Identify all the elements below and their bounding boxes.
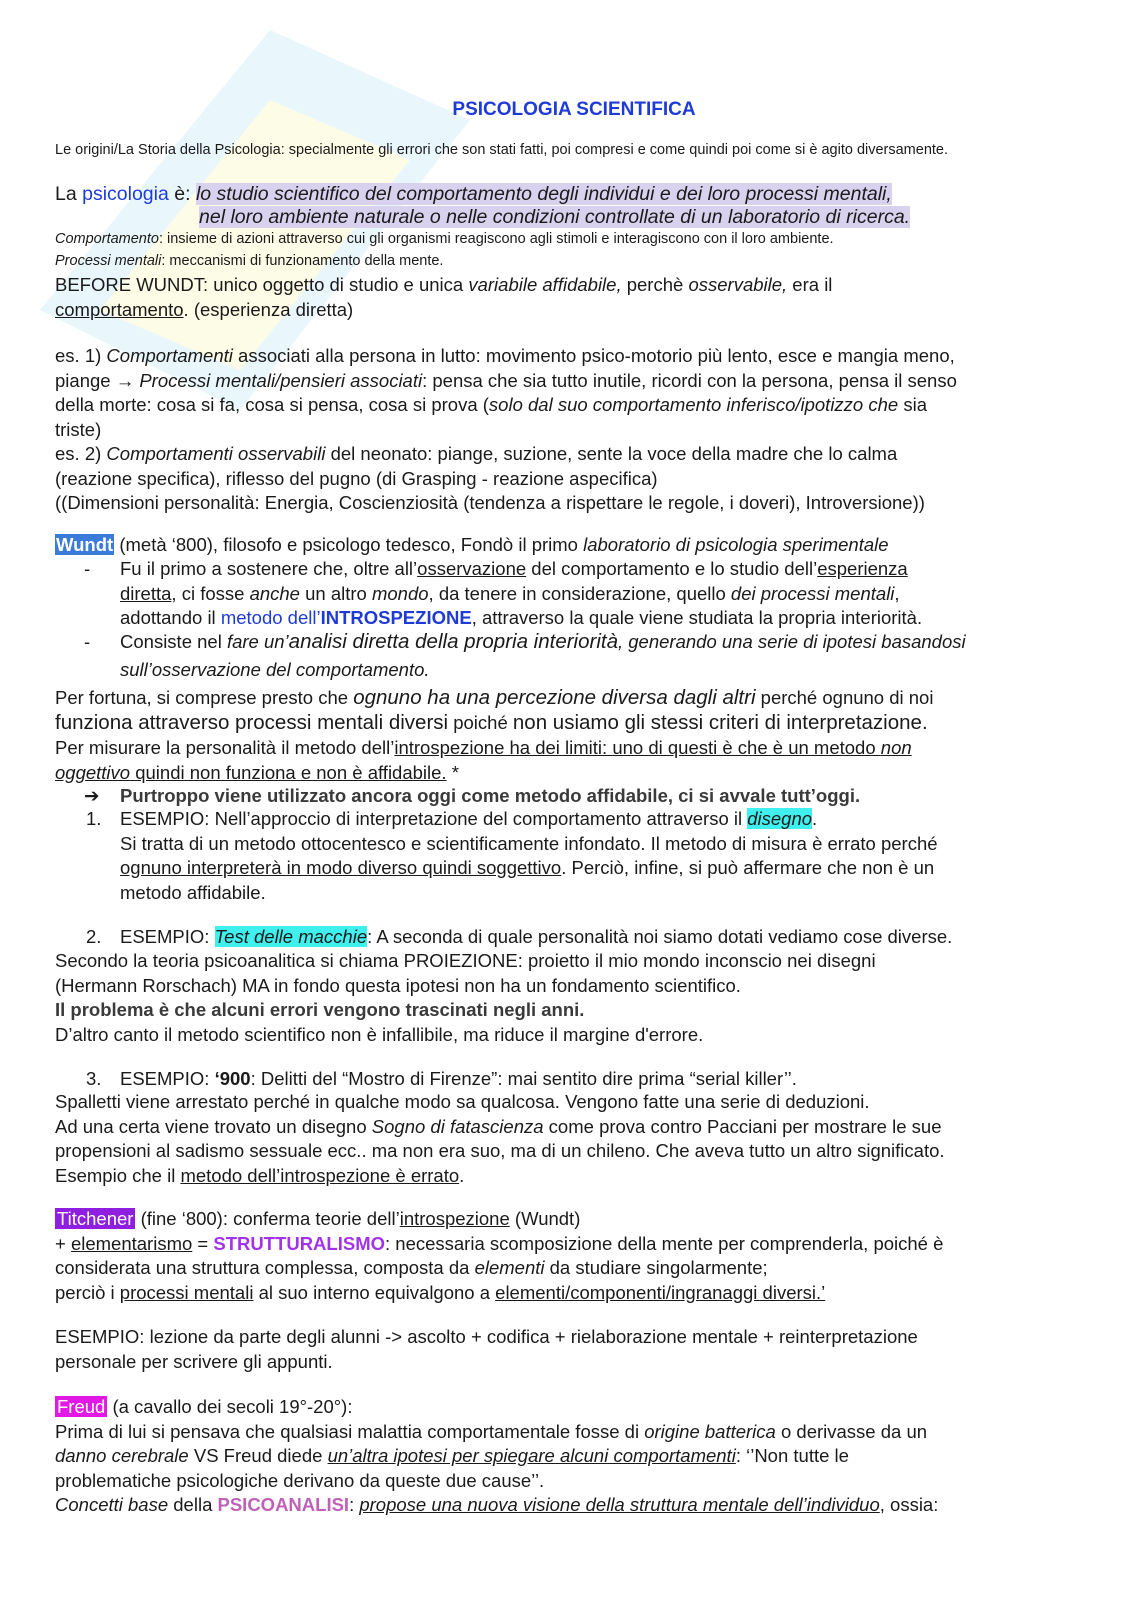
psicoanalisi-term: PSICOANALISI <box>217 1494 350 1515</box>
arrow-icon: ➔ <box>84 785 100 806</box>
bullet-dash: - <box>84 558 91 579</box>
list-number-3: 3. <box>86 1068 102 1089</box>
wundt-bullet-1: Fu il primo a sostenere che, oltre all’osservazione del comportamento e lo studio dell’esperienza diretta, ci fosse anche un altro mondo, da tenere in considerazione, quello dei processi mentali, adottando il metodo dell’INTROSPEZIONE, attraverso la quale viene studiata la propria interiorità. <box>120 558 923 628</box>
example-mostro-head: ESEMPIO: ‘900: Delitti del “Mostro di Firenze”: mai sentito dire prima “serial killer’’. <box>120 1068 797 1089</box>
definition: La psicologia è: lo studio scientifico del comportamento degli individui e dei loro processi mentali, nel loro ambiente naturale o nelle condizioni controllate di un laboratorio di ricerca. <box>55 183 911 228</box>
example-macchie-body: Secondo la teoria psicoanalitica si chiama PROIEZIONE: proietto il mio mondo inconscio nei disegni (Hermann Rorschach) MA in fondo questa ipotesi non ha un fondamento scientifico. Il problema è che alcuni errori vengono trascinati negli anni. D’altro canto il metodo scientifico non è infallibile, ma riduce il margine d'errore. <box>55 950 876 1045</box>
example-mostro-body: Spalletti viene arrestato perché in qualche modo sa qualcosa. Vengono fatte una serie di deduzioni. Ad una certa viene trovato un disegno Sogno di fatascienza come prova contro Pacciani per mostrare le sue propensioni al sadismo sessuale ecc.. ma non era suo, ma di un chileno. Che aveva tutto un altro significato. Esempio che il metodo dell’introspezione è errato. <box>55 1091 945 1186</box>
freud-section: Freud (a cavallo dei secoli 19°-20°): Prima di lui si pensava che qualsiasi malattia comportamentale fosse di origine batterica o derivasse da un danno cerebrale VS Freud diede un’altra ipotesi per spiegare alcuni comportamenti: ‘’Non tutte le problematiche psicologiche derivano da queste due cause’’. Concetti base della PSICOANALISI: propose una nuova visione della struttura mentale dell’individuo, ossia: <box>55 1396 939 1515</box>
freud-name: Freud <box>57 1396 106 1417</box>
intro-text: Le origini/La Storia della Psicologia: specialmente gli errori che son stati fatti, poi compresi e come quindi poi come si è agito diversamente. <box>55 142 949 158</box>
processi-def: Processi mentali: meccanismi di funzionamento della mente. <box>55 253 444 269</box>
before-wundt: BEFORE WUNDT: unico oggetto di studio e unica variabile affidabile, perchè osservabile, era il comportamento. (esperienza diretta) <box>55 274 833 320</box>
bullet-dash: - <box>84 631 91 652</box>
example-macchie-head: ESEMPIO: Test delle macchie: A seconda di quale personalità noi siamo dotati vediamo cose diverse. <box>120 926 953 947</box>
fortuna-paragraph: Per fortuna, si comprese presto che ognuno ha una percezione diversa dagli altri perché ognuno di noi funziona attraverso processi mentali diversi poiché non usiamo gli stessi criteri di interpretazione. Per misurare la personalità il metodo dell’introspezione ha dei limiti: uno di questi è che è un metodo non oggettivo quindi non funziona e non è affidabile. * <box>55 686 934 783</box>
example-1: es. 1) Comportamenti associati alla persona in lutto: movimento psico-motorio più lento, esce e mangia meno, piange → Processi mentali/pensieri associati: pensa che sia tutto inutile, ricordi con la persona, pensa il senso della morte: cosa si fa, cosa si pensa, cosa si prova (solo dal suo comportamento inferisco/ipotizzo che sia triste) es. 2) Comportamenti osservabili del neonato: piange, suzione, sente la voce della madre che lo calma (reazione specifica), riflesso del pugno (di Grasping - reazione aspecifica) ((Dimensioni personalità: Energia, Coscienziosità (tendenza a rispettare le regole, i doveri), Introversione)) <box>55 345 957 513</box>
strutturalismo-term: STRUTTURALISMO <box>213 1232 385 1254</box>
arrow-note: Purtroppo viene utilizzato ancora oggi come metodo affidabile, ci si avvale tutt’oggi. <box>120 785 861 806</box>
list-number-1: 1. <box>86 808 102 829</box>
esempio-lezione: ESEMPIO: lezione da parte degli alunni -> ascolto + codifica + rielaborazione mentale + reinterpretazione personale per scrivere gli appunti. <box>55 1326 918 1372</box>
wundt-name: Wundt <box>56 534 114 555</box>
titchener-section: Titchener (fine ‘800): conferma teorie dell’introspezione (Wundt) + elementarismo = STRUTTURALISMO: necessaria scomposizione della mente per comprenderla, poiché è considerata una struttura complessa, composta da elementi da studiare singolarmente; perciò i processi mentali al suo interno equivalgono a elementi/componenti/ingranaggi diversi.’ <box>55 1208 944 1303</box>
comportamento-def: Comportamento: insieme di azioni attraverso cui gli organismi reagiscono agli stimoli e interagiscono con il loro ambiente. <box>55 231 834 247</box>
example-disegno: ESEMPIO: Nell’approccio di interpretazione del comportamento attraverso il disegno. Si tratta di un metodo ottocentesco e scientificamente infondato. Il metodo di misura è errato perché ognuno interpreterà in modo diverso quindi soggettivo. Perciò, infine, si può affermare che non è un metodo affidabile. <box>120 808 938 903</box>
titchener-name: Titchener <box>57 1208 134 1229</box>
wundt-heading: Wundt (metà ‘800), filosofo e psicologo tedesco, Fondò il primo laboratorio di psicologia sperimentale <box>56 534 889 555</box>
introspezione-term: INTROSPEZIONE <box>320 607 472 628</box>
page-title: PSICOLOGIA SCIENTIFICA <box>452 99 696 120</box>
list-number-2: 2. <box>86 926 102 947</box>
wundt-bullet-2: Consiste nel fare un’analisi diretta della propria interiorità, generando una serie di ipotesi basandosi sull’osservazione del comportamento. <box>120 630 966 680</box>
psicologia-term: psicologia <box>82 183 169 205</box>
